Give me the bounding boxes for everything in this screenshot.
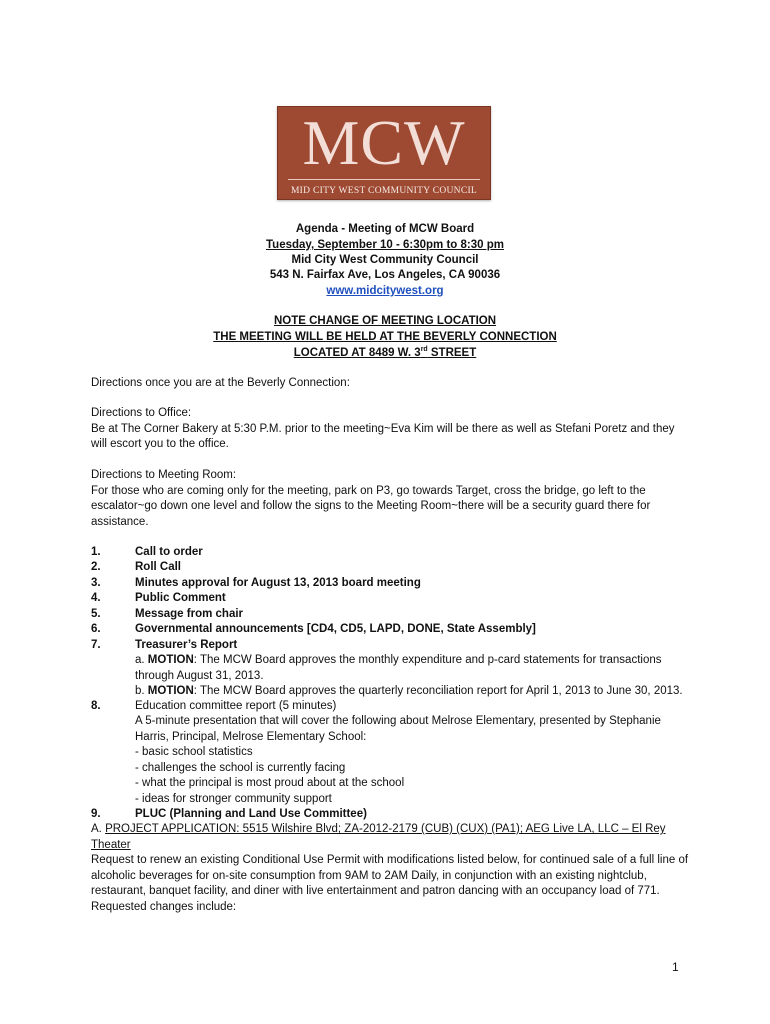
pluc-project-title: PROJECT APPLICATION: 5515 Wilshire Blvd; ZA-2012-2179 (CUB) (CUX) (PA1); AEG Live LA, LLC – El Rey Theater: [91, 823, 666, 851]
agenda-title: Agenda - Meeting of MCW Board: [295, 223, 475, 235]
notice-line-3-suffix: rd: [420, 346, 428, 354]
pluc-project-prefix: A.: [91, 823, 106, 835]
agenda-item-number: 4.: [91, 592, 101, 604]
website-line: [0, 284, 770, 299]
directions-room-text: For those who are coming only for the meeting, park on P3, go towards Target, cross the bridge, go left to the escalator~go down one level and follow the signs to the Meeting Room~there will be a security guard there for assistance.: [91, 484, 651, 528]
agenda-item-title: PLUC (Planning and Land Use Committee): [135, 808, 367, 820]
agenda-item-title: Governmental announcements [CD4, CD5, LAPD, DONE, State Assembly]: [135, 623, 536, 635]
pluc-request-text: Request to renew an existing Conditional Use Permit with modifications listed below, for continued sale of a full line of alcoholic beverages for on-site consumption from 9AM to 2AM Daily, in conjunction with an existing nightclub, restaurant, banquet facility, and diner with live entertainment and patron dancing with an occupancy load of 771. Requested changes include:: [91, 854, 689, 913]
education-bullet: - ideas for stronger community support: [135, 792, 332, 805]
motion-a-label: MOTION: [147, 654, 194, 666]
directions-intro: [91, 376, 691, 392]
notice-line-3-text: LOCATED AT 8489 W. 3: [293, 347, 421, 359]
pluc-section: [91, 822, 691, 915]
logo-divider: [288, 179, 480, 180]
education-bullet: - challenges the school is currently facing: [135, 761, 346, 774]
treasurer-motion-b: [135, 684, 695, 700]
motion-b-label: MOTION: [147, 685, 194, 697]
agenda-item-title: Call to order: [135, 546, 203, 558]
directions-room: [91, 468, 691, 530]
agenda-item-number: 1.: [91, 546, 101, 558]
organization-name: Mid City West Community Council: [291, 254, 479, 266]
agenda-item-title: Treasurer’s Report: [135, 639, 238, 651]
logo-subtitle: MID CITY WEST COMMUNITY COUNCIL: [290, 186, 478, 196]
notice-line-3-street: STREET: [427, 347, 477, 359]
agenda-item-title: Education committee report (5 minutes): [135, 700, 337, 712]
directions-office-heading: Directions to Office:: [91, 407, 192, 419]
treasurer-motion-a: [135, 653, 695, 684]
website-link[interactable]: www.midcitywest.org: [326, 285, 444, 297]
directions-office: [91, 406, 691, 453]
notice-line-2: THE MEETING WILL BE HELD AT THE BEVERLY CONNECTION: [213, 331, 557, 343]
education-bullet: - what the principal is most proud about at the school: [135, 777, 405, 789]
treasurer-motions: [135, 653, 695, 700]
notice-line-3: [0, 346, 770, 361]
agenda-item-number: 9.: [91, 808, 101, 820]
pluc-project-heading: [91, 822, 691, 853]
meeting-date: Tuesday, September 10 - 6:30pm to 8:30 pm: [266, 239, 504, 251]
organization-address: 543 N. Fairfax Ave, Los Angeles, CA 90036: [269, 269, 501, 281]
mcw-logo: [277, 106, 491, 200]
education-intro: A 5-minute presentation that will cover the following about Melrose Elementary, presented by Stephanie Harris, Principal, Melrose Elementary School:: [135, 715, 661, 743]
logo-wordmark: MCW: [302, 107, 466, 178]
motion-b-text: : The MCW Board approves the quarterly reconciliation report for April 1, 2013 to June 30, 2013.: [193, 685, 683, 697]
motion-b-prefix: b.: [135, 685, 148, 697]
motion-a-text: : The MCW Board approves the monthly expenditure and p-card statements for transactions through August 31, 2013.: [135, 654, 662, 682]
motion-a-prefix: a.: [135, 654, 148, 666]
directions-office-text: Be at The Corner Bakery at 5:30 P.M. prior to the meeting~Eva Kim will be there as well as Stefani Poretz and they will escort you to the office.: [91, 422, 675, 450]
agenda-item-number: 2.: [91, 561, 101, 573]
notice-line-1: NOTE CHANGE OF MEETING LOCATION: [273, 315, 497, 327]
directions-room-heading: Directions to Meeting Room:: [91, 469, 237, 481]
agenda-item-title: Roll Call: [135, 561, 182, 573]
agenda-item-title: Public Comment: [135, 592, 226, 604]
education-bullet: - basic school statistics: [135, 746, 253, 758]
education-details: [135, 714, 695, 807]
agenda-item-number: 8.: [91, 700, 101, 712]
directions-intro-text: Directions once you are at the Beverly Connection:: [91, 377, 350, 389]
agenda-item-number: 5.: [91, 608, 101, 620]
page-number: 1: [672, 960, 679, 974]
agenda-item-number: 3.: [91, 577, 101, 589]
agenda-item-title: Message from chair: [135, 608, 244, 620]
agenda-item-title: Minutes approval for August 13, 2013 board meeting: [135, 577, 421, 589]
agenda-item-number: 7.: [91, 639, 101, 651]
agenda-item-number: 6.: [91, 623, 101, 635]
